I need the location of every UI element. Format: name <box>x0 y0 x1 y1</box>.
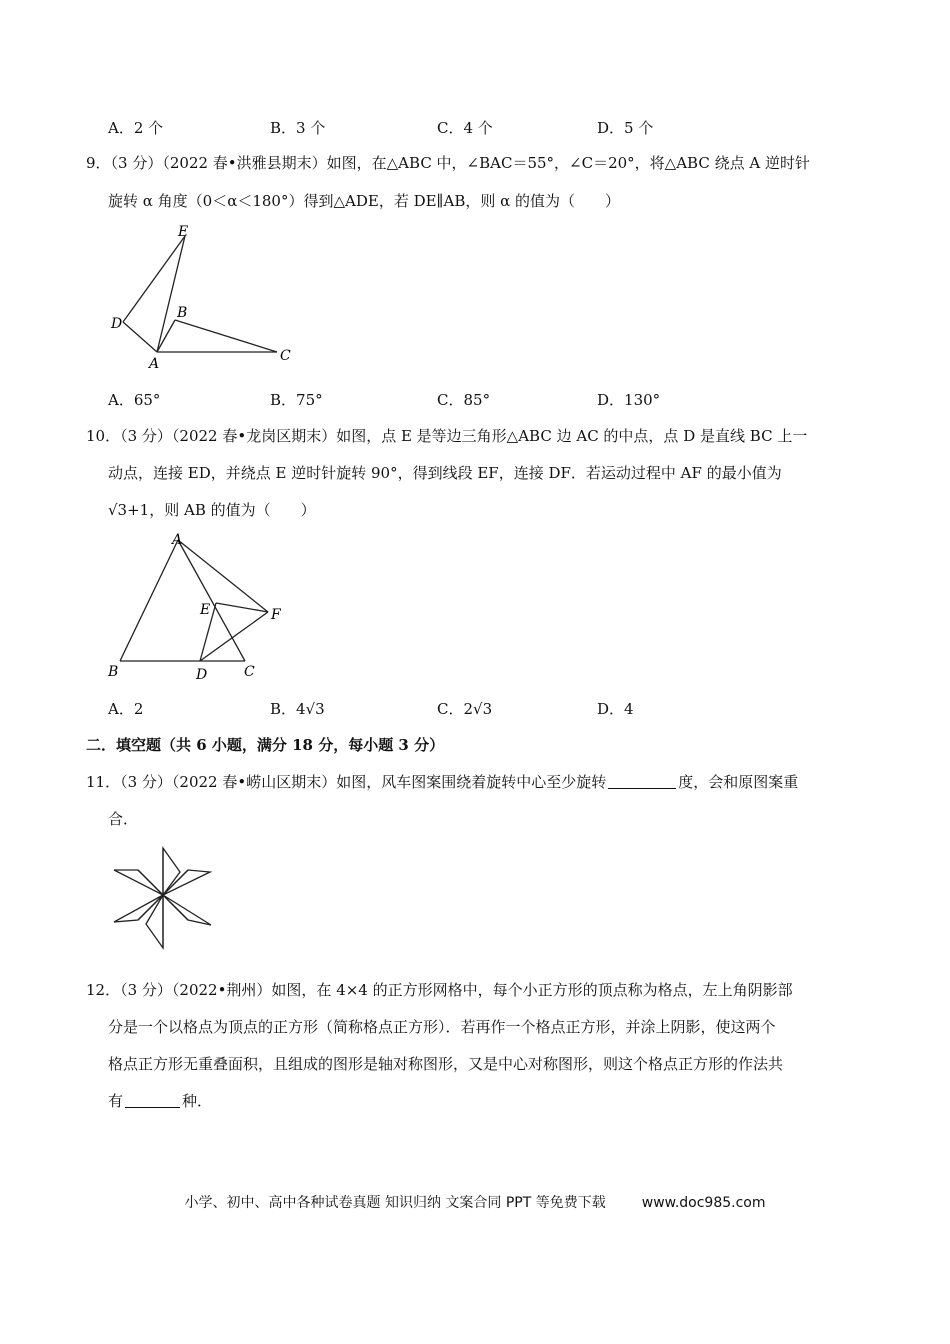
q9-option-a: A．65° <box>108 391 161 409</box>
q10-option-b: B．4√3 <box>270 700 325 718</box>
q8-option-d: D．5 个 <box>597 119 654 137</box>
q10-stem-line1: 10．（3 分）（2022 春•龙岗区期末）如图，点 E 是等边三角形△ABC 边 AC 的中点，点 D 是直线 BC 上一 <box>86 427 808 445</box>
q12-stem-line2: 分是一个以格点为顶点的正方形（简称格点正方形）．若再作一个格点正方形，并涂上阴影，使这两个 <box>108 1018 776 1036</box>
q10-figure <box>103 530 298 685</box>
q9-label-e: E <box>178 224 189 240</box>
q10-option-a: A．2 <box>108 700 144 718</box>
q10-stem-line2: 动点，连接 ED，并绕点 E 逆时针旋转 90°，得到线段 EF，连接 DF．若运动过程中 AF 的最小值为 <box>108 464 782 482</box>
q12-answer-blank <box>125 1093 180 1108</box>
q10-option-d: D．4 <box>597 700 634 718</box>
q9-label-c: C <box>280 348 291 364</box>
q9-label-a: A <box>149 356 160 372</box>
q9-option-d: D．130° <box>597 391 661 409</box>
q12-stem-text-b: 种． <box>182 1092 213 1110</box>
section-heading-fill-in: 二．填空题（共 6 小题，满分 18 分，每小题 3 分） <box>86 736 445 754</box>
q12-stem-line1: 12．（3 分）（2022•荆州）如图，在 4×4 的正方形网格中，每个小正方形的顶点称为格点，左上角阴影部 <box>86 981 793 999</box>
q11-stem-text-a: 11．（3 分）（2022 春•崂山区期末）如图，风车图案围绕着旋转中心至少旋转 <box>86 773 607 791</box>
q11-stem-line2: 合． <box>108 810 139 828</box>
q10-stem-line3: √3+1，则 AB 的值为（ ） <box>108 501 316 519</box>
q10-label-c: C <box>244 664 255 680</box>
q9-option-b: B．75° <box>270 391 323 409</box>
q8-option-a: A．2 个 <box>108 119 164 137</box>
q12-stem-line3: 格点正方形无重叠面积，且组成的图形是轴对称图形，又是中心对称图形，则这个格点正方形的作法共 <box>108 1055 784 1073</box>
q11-stem-text-b: 度，会和原图案重 <box>678 773 799 791</box>
q9-label-d: D <box>111 316 123 332</box>
q10-option-c: C．2√3 <box>437 700 493 718</box>
q9-figure <box>105 222 300 372</box>
q12-stem-text-a: 有 <box>108 1092 124 1110</box>
q8-option-b: B．3 个 <box>270 119 326 137</box>
q9-stem-line2: 旋转 α 角度（0＜α＜180°）得到△ADE，若 DE∥AB，则 α 的值为（ ） <box>108 192 621 210</box>
q10-label-f: F <box>271 607 281 623</box>
q11-windmill-figure <box>108 840 216 958</box>
q9-stem-line1: 9．（3 分）（2022 春•洪雅县期末）如图，在△ABC 中，∠BAC＝55°，∠C＝20°，将△ABC 绕点 A 逆时针 <box>86 154 810 172</box>
footer-url[interactable]: www.doc985.com <box>641 1195 766 1211</box>
q12-stem-line4 <box>108 1090 212 1111</box>
q10-label-d: D <box>196 667 208 683</box>
q8-option-c: C．4 个 <box>437 119 493 137</box>
q10-label-a: A <box>172 532 183 548</box>
q10-label-b: B <box>108 664 119 680</box>
q11-answer-blank <box>608 774 676 789</box>
q9-option-c: C．85° <box>437 391 491 409</box>
q9-label-b: B <box>177 305 188 321</box>
footer-text: 小学、初中、高中各种试卷真题 知识归纳 文案合同 PPT 等免费下载 <box>184 1195 606 1211</box>
q11-stem-line1 <box>86 771 798 792</box>
q10-label-e: E <box>200 602 211 618</box>
page-footer <box>0 1192 950 1212</box>
